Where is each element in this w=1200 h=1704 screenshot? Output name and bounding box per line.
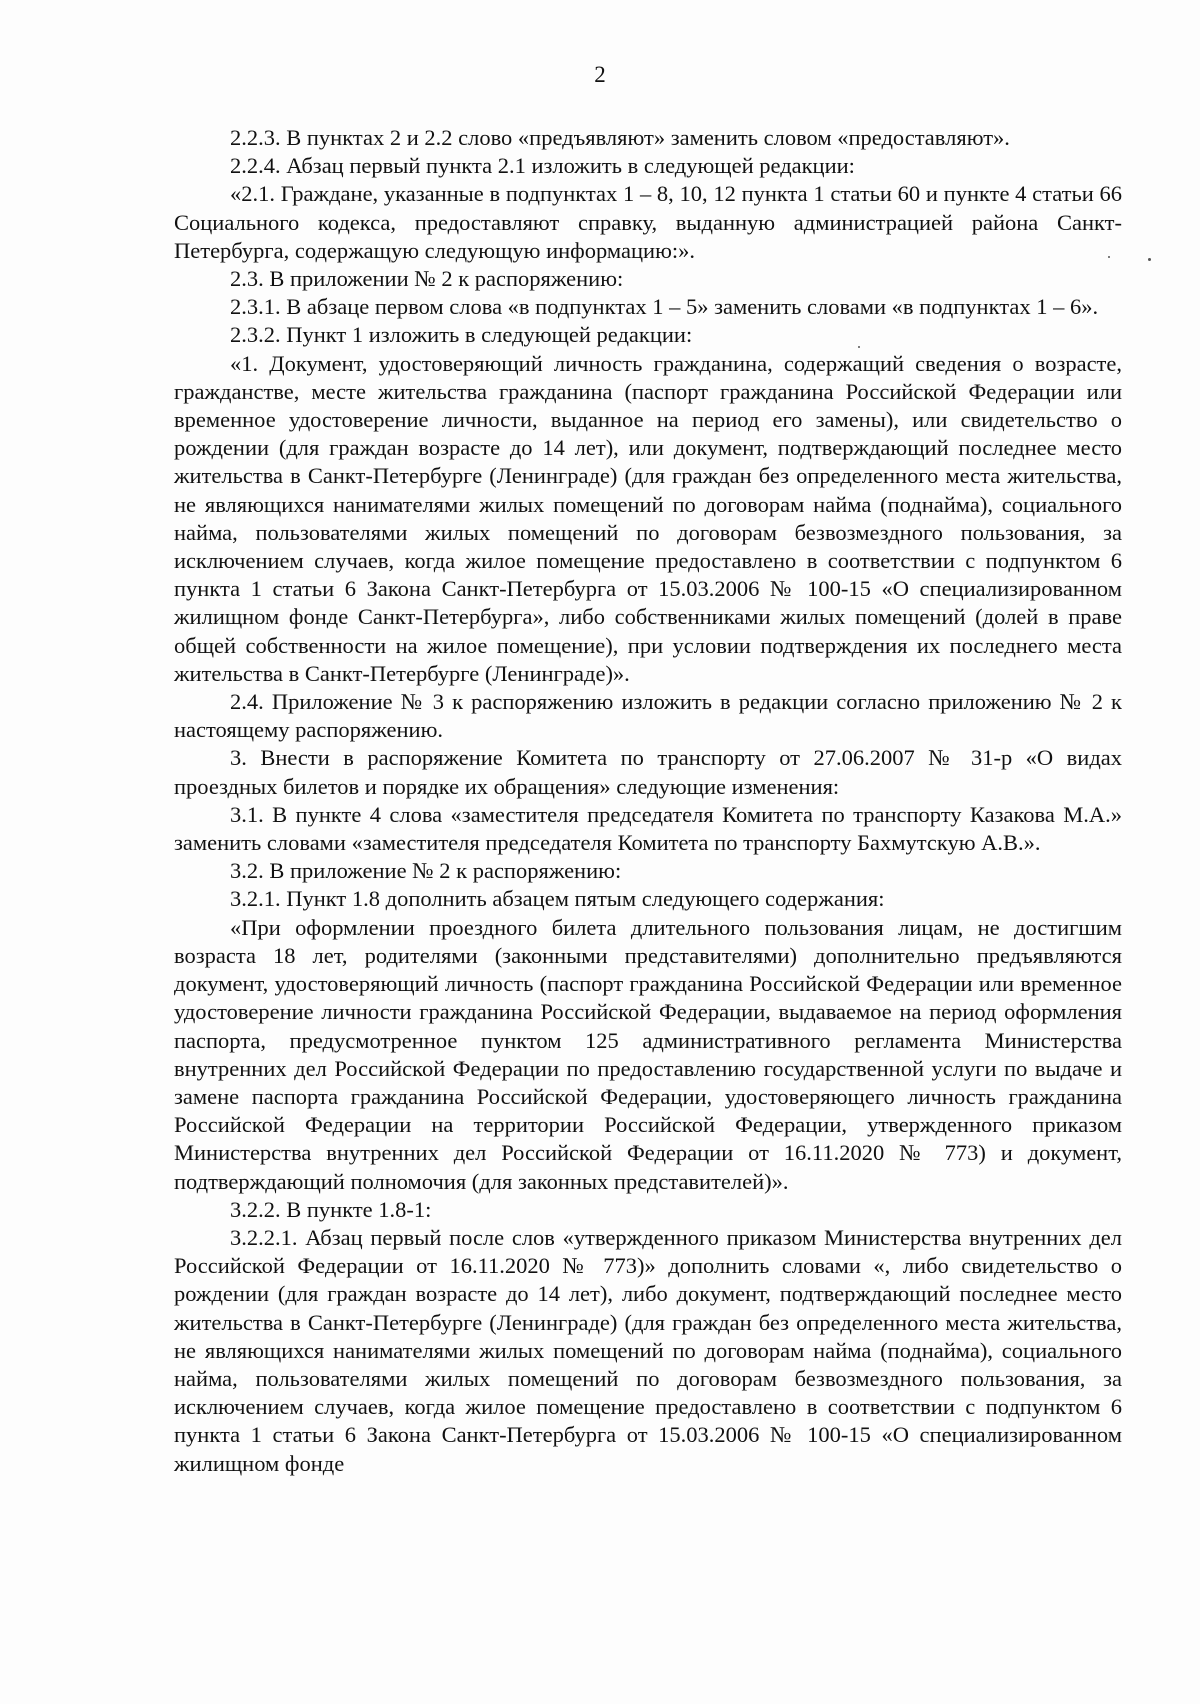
document-body (174, 124, 1122, 1478)
paragraph-quote-2-1: «2.1. Граждане, указанные в подпунктах 1 – 8, 10, 12 пункта 1 статьи 60 и пункте 4 статьи 66 Социального кодекса, предоставляют справку, выданную администрацией района Санкт-Петербурга, содержащую следующую информацию:». (174, 181, 1122, 263)
paragraph-2-2-4: 2.2.4. Абзац первый пункта 2.1 изложить в следующей редакции: (230, 153, 855, 179)
paragraph-3-2: 3.2. В приложение № 2 к распоряжению: (230, 858, 622, 884)
paragraph-3-2-1: 3.2.1. Пункт 1.8 дополнить абзацем пятым следующего содержания: (230, 886, 885, 912)
paragraph-2-3: 2.3. В приложении № 2 к распоряжению: (230, 266, 624, 292)
paragraph-2-3-1: 2.3.1. В абзаце первом слова «в подпунктах 1 – 5» заменить словами «в подпунктах 1 – 6». (230, 294, 1099, 320)
paragraph-2-3-2: 2.3.2. Пункт 1 изложить в следующей редакции: (230, 322, 693, 348)
paragraph-3: 3. Внести в распоряжение Комитета по транспорту от 27.06.2007 № 31-р «О видах проездных билетов и порядке их обращения» следующие изменения: (174, 745, 1122, 799)
page-number: 2 (594, 62, 606, 87)
scan-speck (858, 346, 860, 348)
paragraph-3-1: 3.1. В пункте 4 слова «заместителя председателя Комитета по транспорту Казакова М.А.» заменить словами «заместителя председателя Комитета по транспорту Бахмутскую А.В.». (174, 801, 1122, 856)
paragraph-2-2-3: 2.2.3. В пунктах 2 и 2.2 слово «предъявляют» заменить словом «предоставляют». (230, 125, 1010, 150)
paragraph-quote-1: «1. Документ, удостоверяющий личность гражданина, содержащий сведения о возрасте, гражданстве, месте жительства гражданина (паспорт гражданина Российской Федерации или временное удостоверение личности, выданное на период его замены), или свидетельство о рождении (для граждан возрасте до 14 лет), или документ, подтверждающий последнее место жительства в Санкт-Петербурге (Ленинграде) (для граждан без определенного места жительства, не являющихся нанимателями жилых помещений по договорам найма (поднайма), социального найма, пользователями жилых помещений по договорам безвозмездного пользования, за исключением случаев, когда жилое помещение предоставлено в соответствии с подпунктом 6 пункта 1 статьи 6 Закона Санкт-Петербурга от 15.03.2006 № 100-15 «О специализированном жилищном фонде Санкт-Петербурга», либо собственниками жилых помещений (долей в праве общей собственности на жилое помещение), при условии подтверждения их последнего места жительства в Санкт-Петербурге (Ленинграде)». (174, 350, 1122, 686)
paragraph-3-2-2-1: 3.2.2.1. Абзац первый после слов «утвержденного приказом Министерства внутренних дел Российской Федерации от 16.11.2020 № 773)» дополнить словами «, либо свидетельство о рождении (для граждан возрасте до 14 лет), либо документ, подтверждающий последнее место жительства в Санкт-Петербурге (Ленинграде) (для граждан без определенного места жительства, не являющихся нанимателями жилых помещений по договорам найма (поднайма), социального найма, пользователями жилых помещений по договорам безвозмездного пользования, за исключением случаев, когда жилое помещение предоставлено в соответствии с подпунктом 6 пункта 1 статьи 6 Закона Санкт-Петербурга от 15.03.2006 № 100-15 «О специализированном жилищном фонде (174, 1224, 1122, 1476)
scan-speck (1148, 258, 1151, 261)
scan-speck (1108, 256, 1110, 258)
paragraph-quote-3-2-1: «При оформлении проездного билета длительного пользования лицам, не достигшим возраста 18 лет, родителями (законными представителями) дополнительно предъявляются документ, удостоверяющий личность (паспорт гражданина Российской Федерации или временное удостоверение личности гражданина Российской Федерации, выдаваемое на период оформления паспорта, предусмотренное пунктом 125 административного регламента Министерства внутренних дел Российской Федерации по предоставлению государственной услуги по выдаче и замене паспорта гражданина Российской Федерации, удостоверяющего личность гражданина Российской Федерации на территории Российской Федерации, утвержденного приказом Министерства внутренних дел Российской Федерации от 16.11.2020 № 773) и документ, подтверждающий полномочия (для законных представителей)». (174, 914, 1122, 1194)
paragraph-3-2-2: 3.2.2. В пункте 1.8-1: (230, 1196, 432, 1222)
paragraph-2-4: 2.4. Приложение № 3 к распоряжению изложить в редакции согласно приложению № 2 к настоящему распоряжению. (174, 689, 1122, 743)
